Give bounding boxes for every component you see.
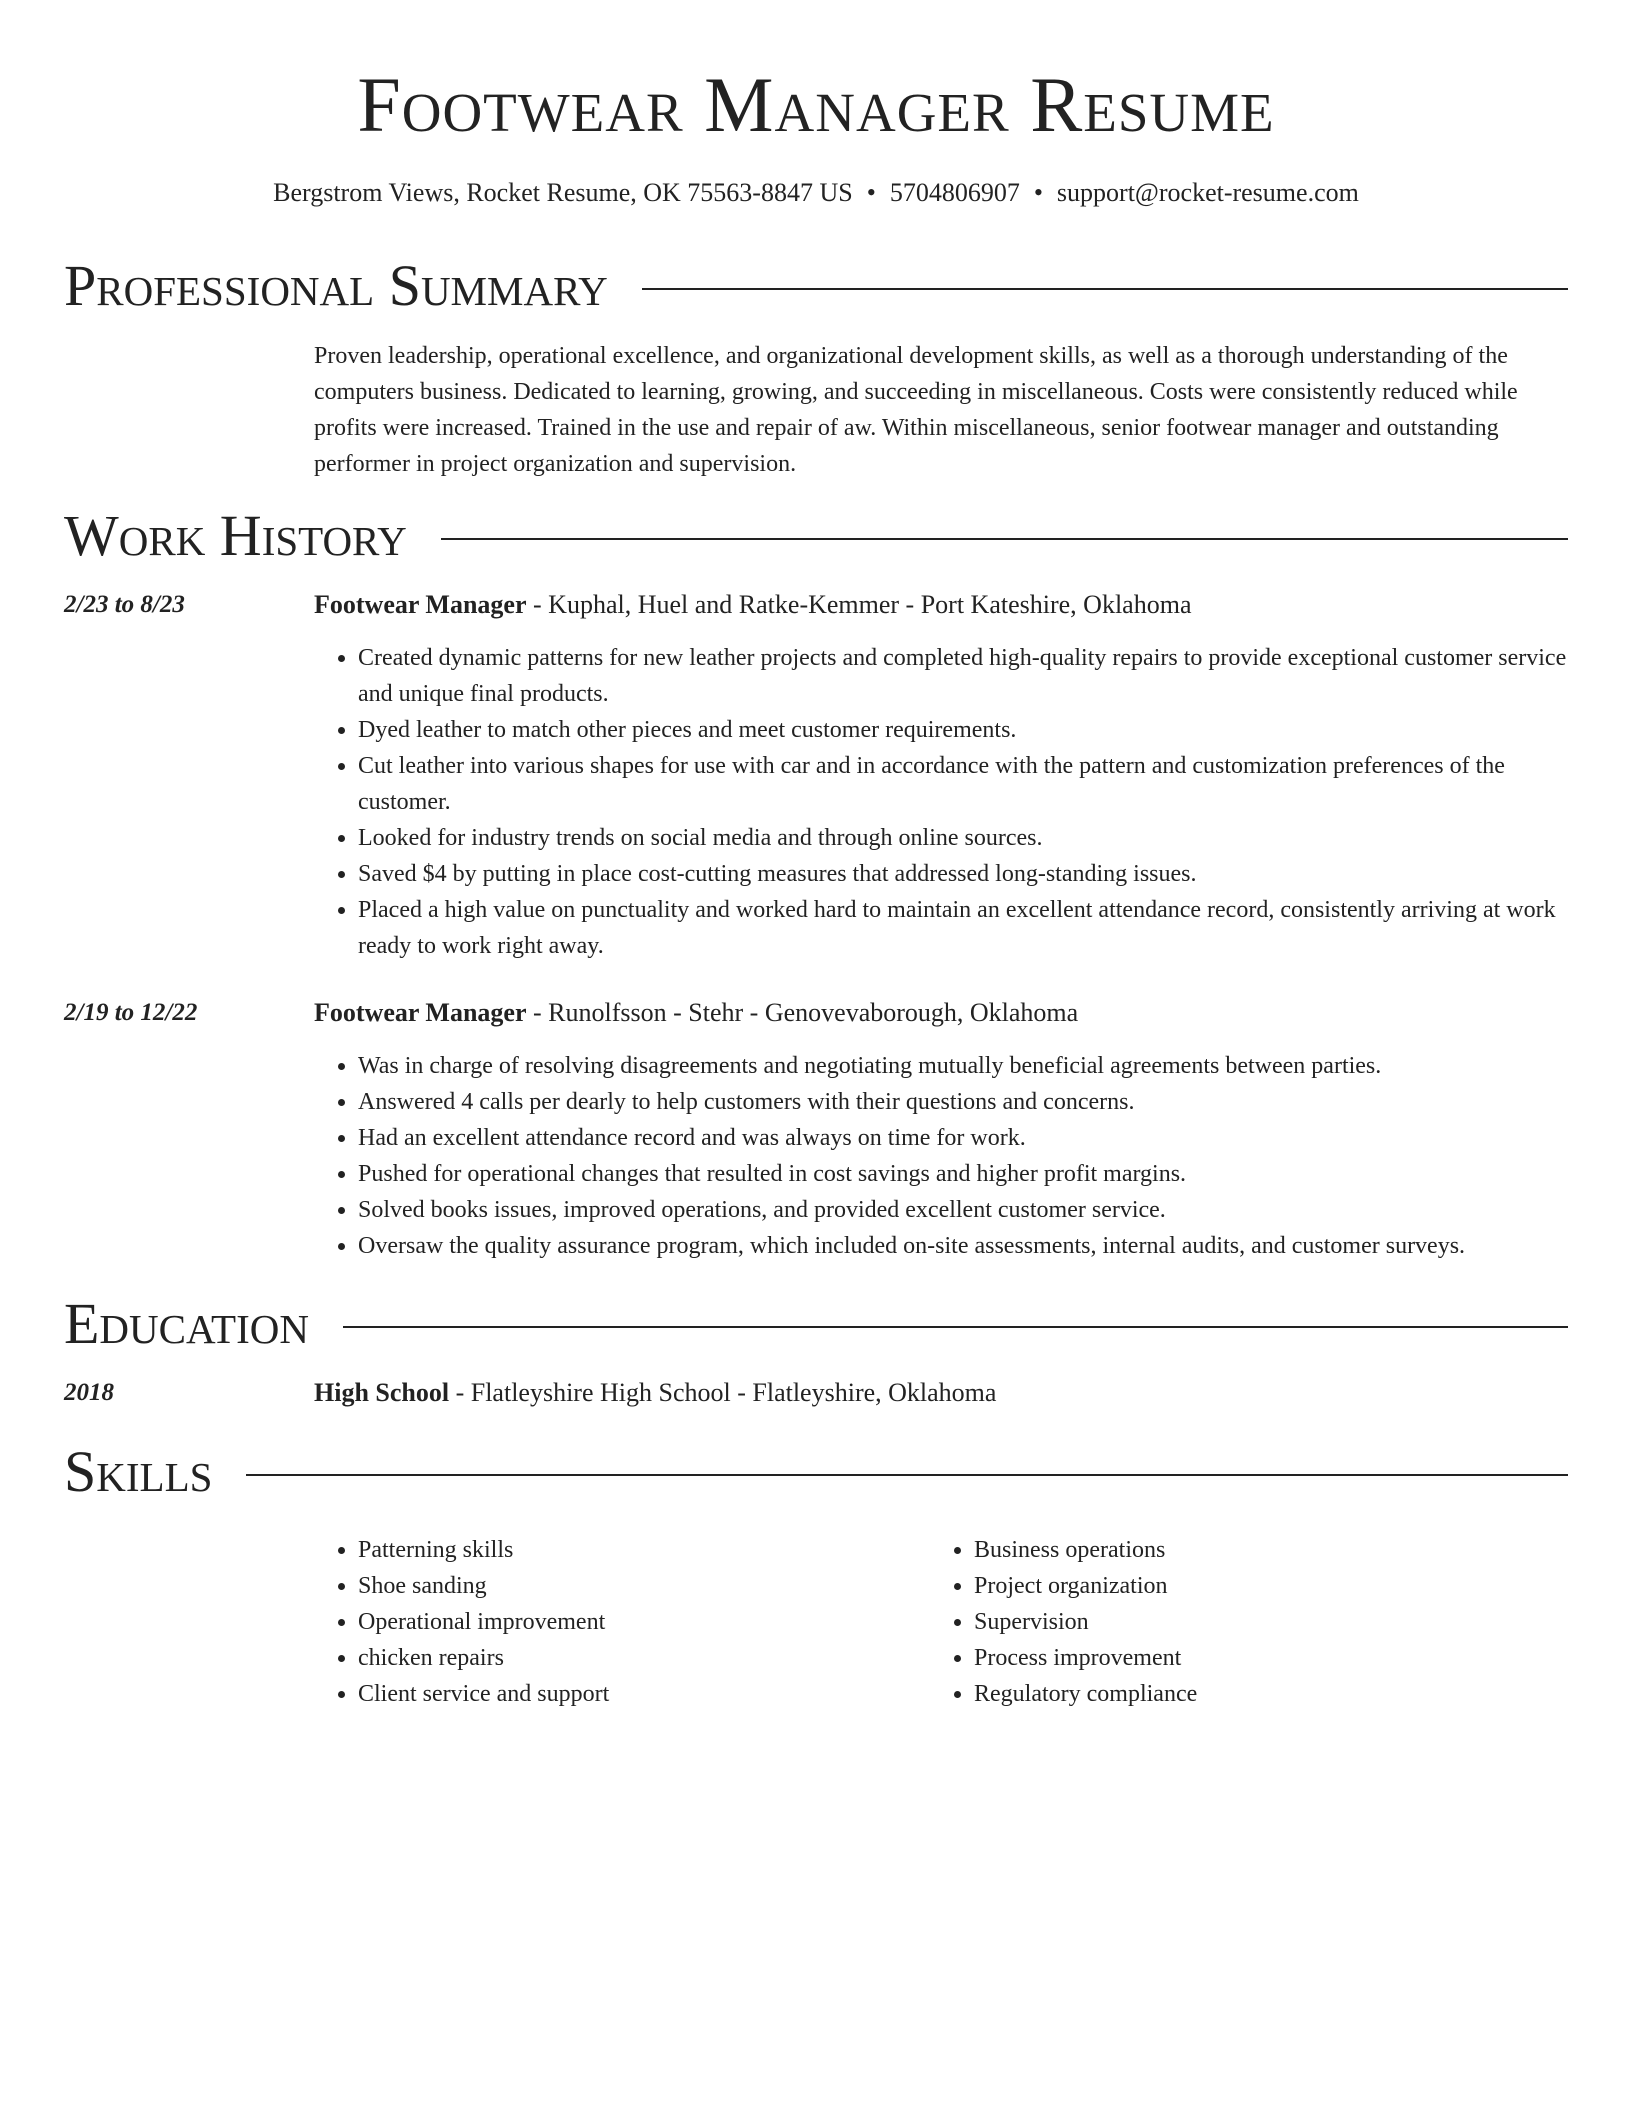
contact-email: support@rocket-resume.com xyxy=(1056,178,1359,207)
section-divider xyxy=(343,1326,1568,1328)
section-heading: Education xyxy=(64,1291,309,1356)
job-title: Footwear Manager xyxy=(314,998,527,1027)
education-details: - Flatleyshire High School - Flatleyshire, Oklahoma xyxy=(449,1378,997,1407)
list-item: • Was in charge of resolving disagreements and negotiating mutually beneficial agreements between parties. xyxy=(358,1048,1570,1084)
list-item: • Pushed for operational changes that resulted in cost savings and higher profit margins. xyxy=(358,1156,1570,1192)
list-item: • Oversaw the quality assurance program, which included on-site assessments, internal audits, and customer surveys. xyxy=(358,1228,1570,1264)
skills-list-right xyxy=(930,1532,1546,1712)
section-heading: Professional Summary xyxy=(64,253,608,318)
contact-separator: • xyxy=(866,178,876,207)
section-heading: Skills xyxy=(64,1439,213,1504)
list-item: • Cut leather into various shapes for use with car and in accordance with the pattern and customization preferences of the customer. xyxy=(358,748,1570,820)
job-details: - Runolfsson - Stehr - Genovevaborough, Oklahoma xyxy=(526,998,1079,1027)
list-item: • Project organization xyxy=(974,1568,1546,1604)
list-item: • Placed a high value on punctuality and worked hard to maintain an excellent attendance record, consistently arriving at work ready to work right away. xyxy=(358,892,1570,964)
job-headline xyxy=(314,996,1570,1030)
job-headline xyxy=(314,588,1570,622)
job-dates: 2/23 to 8/23 xyxy=(64,591,185,618)
section-divider xyxy=(642,288,1568,290)
section-heading: Work History xyxy=(64,503,407,568)
job-bullets xyxy=(314,640,1570,964)
list-item: • Saved $4 by putting in place cost-cutting measures that addressed long-standing issues. xyxy=(358,856,1570,892)
skills-columns xyxy=(314,1532,1570,1712)
contact-separator: • xyxy=(1033,178,1043,207)
summary-text: Proven leadership, operational excellence, and organizational development skills, as well as a thorough understanding of the computers business. Dedicated to learning, growing, and succeeding in miscellaneous. Costs were consistently reduced while profits were increased. Trained in the use and repair of aw. Within miscellaneous, senior footwear manager and outstanding performer in project organization and supervision. xyxy=(314,343,1518,477)
list-item: • Operational improvement xyxy=(358,1604,930,1640)
section-divider xyxy=(441,538,1568,540)
list-item: • Looked for industry trends on social media and through online sources. xyxy=(358,820,1570,856)
list-item: • Had an excellent attendance record and was always on time for work. xyxy=(358,1120,1570,1156)
list-item: • Shoe sanding xyxy=(358,1568,930,1604)
job-details: - Kuphal, Huel and Ratke-Kemmer - Port Kateshire, Oklahoma xyxy=(526,590,1192,619)
education-headline xyxy=(314,1376,1570,1410)
job-title: Footwear Manager xyxy=(314,590,527,619)
section-education xyxy=(64,1292,1568,1356)
list-item: • Client service and support xyxy=(358,1676,930,1712)
skills-list-left xyxy=(314,1532,930,1712)
list-item: • chicken repairs xyxy=(358,1640,930,1676)
list-item: • Supervision xyxy=(974,1604,1546,1640)
job-bullets xyxy=(314,1048,1570,1264)
section-work-history xyxy=(64,504,1568,568)
list-item: • Patterning skills xyxy=(358,1532,930,1568)
resume-title: Footwear Manager Resume xyxy=(357,61,1275,148)
job-dates: 2/19 to 12/22 xyxy=(64,999,198,1026)
section-professional-summary xyxy=(64,254,1568,318)
list-item: • Answered 4 calls per dearly to help customers with their questions and concerns. xyxy=(358,1084,1570,1120)
section-skills xyxy=(64,1440,1568,1504)
section-divider xyxy=(246,1474,1568,1476)
education-degree: High School xyxy=(314,1378,450,1407)
list-item: • Process improvement xyxy=(974,1640,1546,1676)
list-item: • Created dynamic patterns for new leather projects and completed high-quality repairs to provide exceptional customer service and unique final products. xyxy=(358,640,1570,712)
contact-address: Bergstrom Views, Rocket Resume, OK 75563-8847 US xyxy=(273,178,853,207)
contact-line xyxy=(0,176,1632,210)
education-year: 2018 xyxy=(64,1379,114,1406)
list-item: • Business operations xyxy=(974,1532,1546,1568)
list-item: • Regulatory compliance xyxy=(974,1676,1546,1712)
list-item: • Solved books issues, improved operations, and provided excellent customer service. xyxy=(358,1192,1570,1228)
list-item: • Dyed leather to match other pieces and meet customer requirements. xyxy=(358,712,1570,748)
contact-phone: 5704806907 xyxy=(889,178,1020,207)
